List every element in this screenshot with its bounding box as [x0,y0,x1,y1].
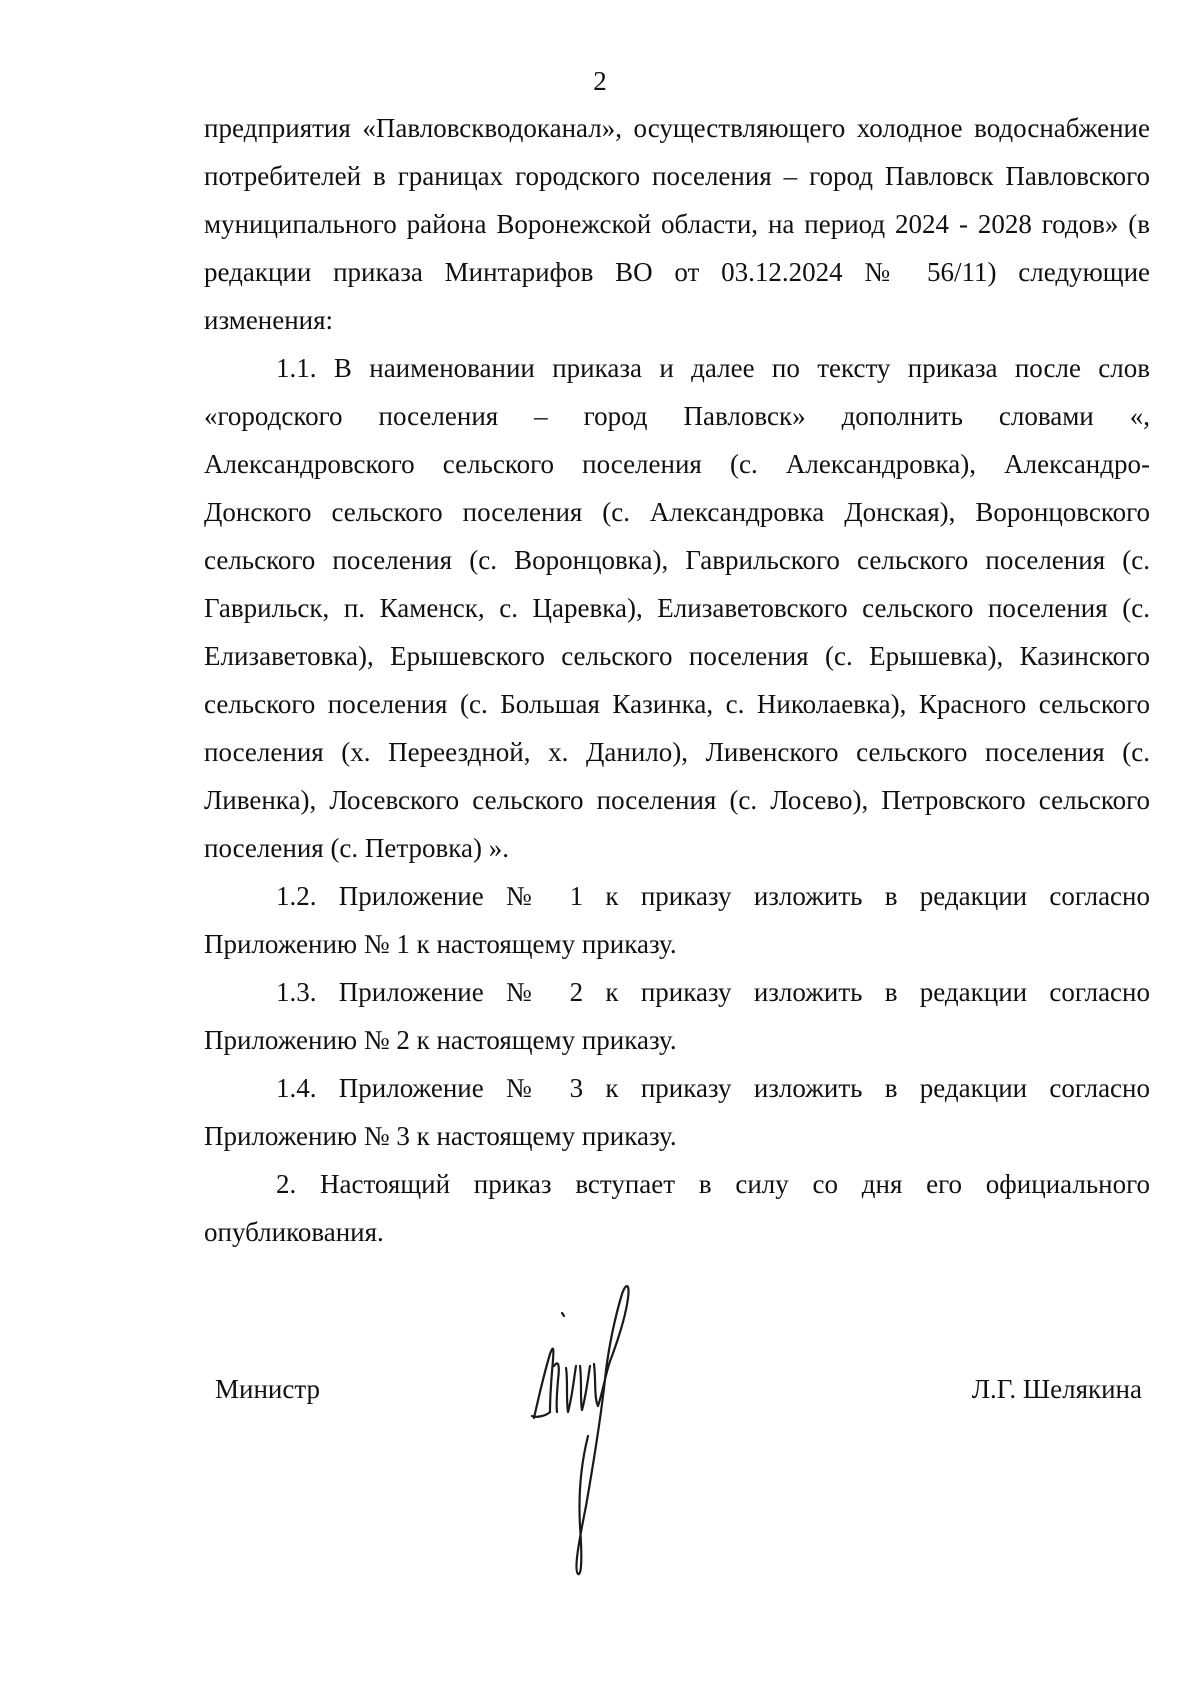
page-number: 2 [593,66,607,96]
document-body [204,104,1150,1256]
paragraph-item-1-2: 1.2. Приложение № 1 к приказу изложить в редакции согласно Приложению № 1 к настоящему приказу. [204,881,1150,959]
handwritten-signature [520,1270,690,1600]
signatory-title: Министр [215,1374,320,1404]
signatory-name: Л.Г. Шелякина [971,1374,1142,1404]
paragraph-continuation: предприятия «Павловскводоканал», осуществляющего холодное водоснабжение потребителей в границах городского поселения – город Павловск Павловского муниципального района Воронежской области, на период 2024 - 2028 годов» (в редакции приказа Минтарифов ВО от 03.12.2024 № 56/11) следующие изменения: [204,113,1150,335]
paragraph-item-1-3: 1.3. Приложение № 2 к приказу изложить в редакции согласно Приложению № 2 к настоящему приказу. [204,977,1150,1055]
paragraph-item-2: 2. Настоящий приказ вступает в силу со дня его официального опубликования. [204,1169,1150,1247]
paragraph-item-1-1: 1.1. В наименовании приказа и далее по тексту приказа после слов «городского поселения – город Павловск» дополнить словами «, Александровского сельского поселения (с. Александровка), Александро-Донского сельского поселения (с. Александровка Донская), Воронцовского сельского поселения (с. Воронцовка), Гаврильского сельского поселения (с. Гаврильск, п. Каменск, с. Царевка), Елизаветовского сельского поселения (с. Елизаветовка), Ерышевского сельского поселения (с. Ерышевка), Казинского сельского поселения (с. Большая Казинка, с. Николаевка), Красного сельского поселения (х. Переездной, х. Данило), Ливенского сельского поселения (с. Ливенка), Лосевского сельского поселения (с. Лосево), Петровского сельского поселения (с. Петровка) ». [204,353,1150,863]
paragraph-item-1-4: 1.4. Приложение № 3 к приказу изложить в редакции согласно Приложению № 3 к настоящему приказу. [204,1073,1150,1151]
